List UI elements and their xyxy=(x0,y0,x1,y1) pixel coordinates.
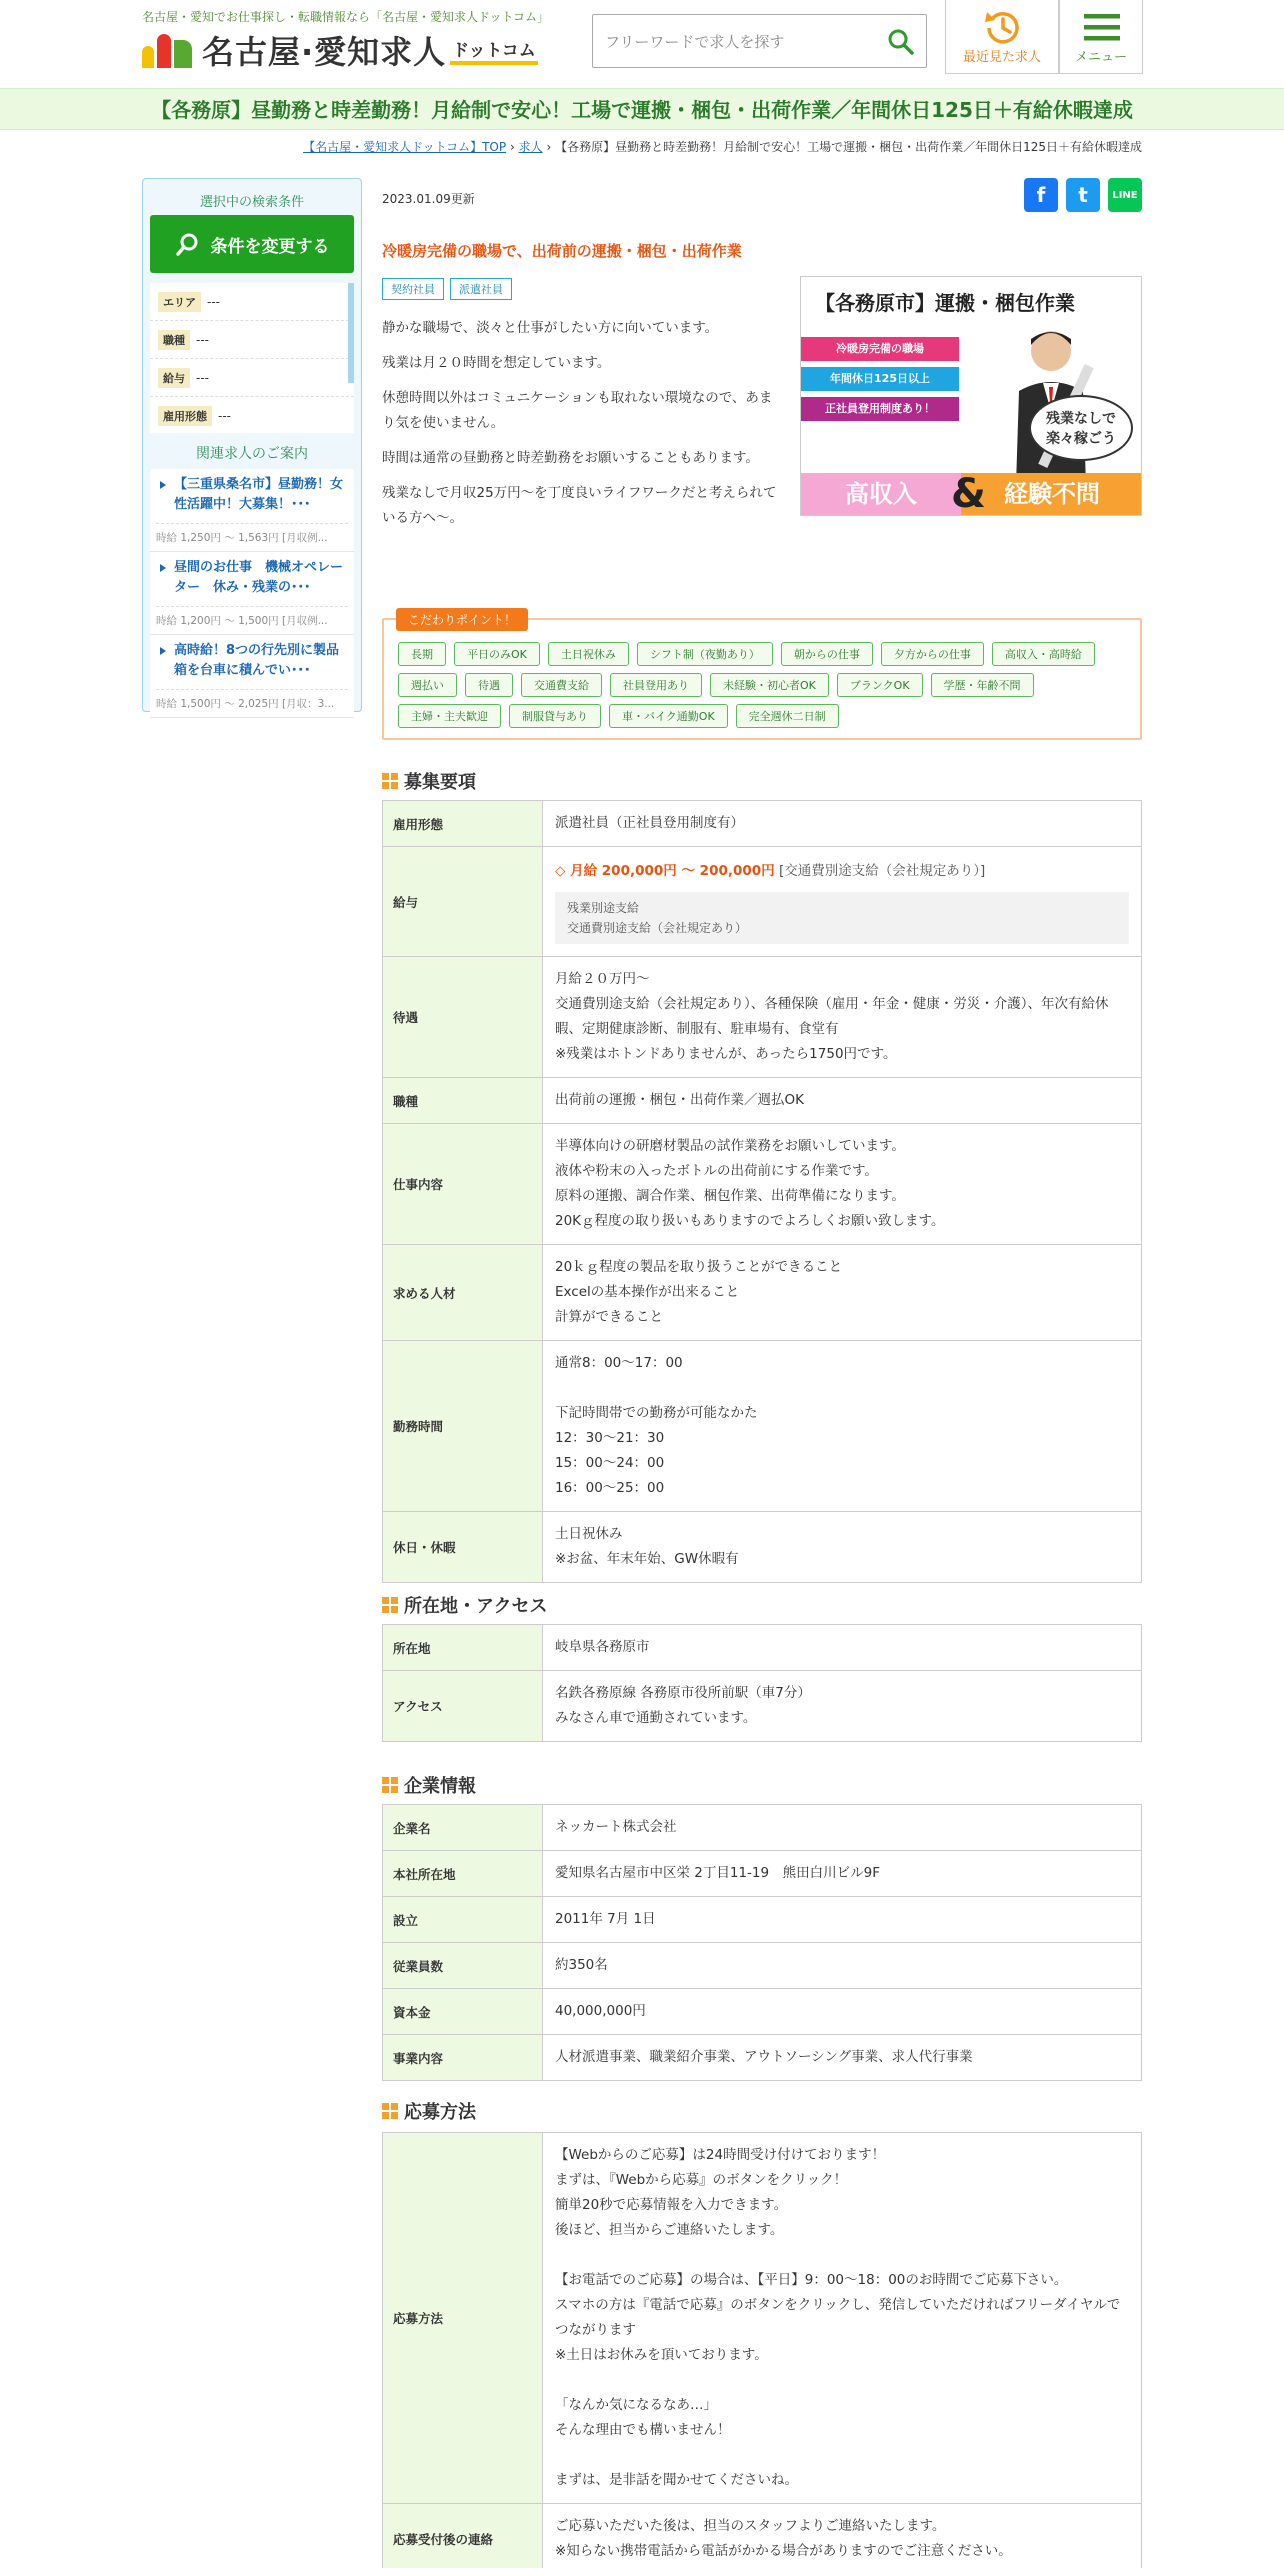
hamburger-icon xyxy=(1082,12,1122,46)
row-label: 勤務時間 xyxy=(383,1341,543,1512)
section-bullet-icon xyxy=(382,1777,398,1793)
history-clock-icon xyxy=(981,6,1025,50)
section-heading-recruit xyxy=(382,768,476,794)
feature-tags xyxy=(398,642,1134,728)
row-label: 待遇 xyxy=(383,957,543,1078)
search-button[interactable] xyxy=(884,25,918,59)
job-catchphrase: 冷暖房完備の職場で、出荷前の運搬・梱包・出荷作業 xyxy=(382,242,742,260)
row-value: 人材派遣事業、職業紹介事業、アウトソーシング事業、求人代行事業 xyxy=(543,2035,1142,2081)
condition-value: --- xyxy=(196,332,209,347)
row-value: 派遣社員（正社員登用制度有） xyxy=(543,801,1142,847)
feature-tag[interactable]: 交通費支給 xyxy=(521,673,602,697)
condition-value: --- xyxy=(218,408,231,423)
salary-note: 残業別途支給 交通費別途支給（会社規定あり） xyxy=(555,892,1129,944)
table-row xyxy=(383,2133,1142,2504)
condition-value: --- xyxy=(207,294,220,309)
company-table xyxy=(382,1804,1142,2081)
row-value: 月給２０万円～ 交通費別途支給（会社規定あり）、各種保険（雇用・年金・健康・労災・介護）、年次有給休暇、定期健康診断、制服有、駐車場有、食堂有 ※残業はホトンドありませんが、あったら1750円です。 xyxy=(543,957,1142,1078)
table-row xyxy=(383,1341,1142,1512)
row-value: 20ｋｇ程度の製品を取り扱うことができること Excelの基本操作が出来ること 計算ができること xyxy=(543,1245,1142,1341)
site-header xyxy=(0,0,1284,88)
search-icon xyxy=(884,25,918,59)
page-title-bar xyxy=(0,88,1284,130)
related-job-meta: 時給 1,250円 ～ 1,563円 [月収例... xyxy=(156,523,348,545)
row-label: 応募方法 xyxy=(383,2133,543,2504)
related-job-meta: 時給 1,200円 ～ 1,500円 [月収例... xyxy=(156,606,348,628)
search-box xyxy=(592,14,927,68)
recruit-table xyxy=(382,800,1142,1583)
change-conditions-button[interactable] xyxy=(150,215,354,273)
table-row xyxy=(383,801,1142,847)
feature-tag[interactable]: シフト制（夜勤あり） xyxy=(637,642,773,666)
row-label: 事業内容 xyxy=(383,2035,543,2081)
row-value: 通常8：00～17：00 下記時間帯での勤務が可能なかた 12：30～21：30 15：00～24：00 16：00～25：00 xyxy=(543,1341,1142,1512)
condition-value: --- xyxy=(196,370,209,385)
row-label: 従業員数 xyxy=(383,1943,543,1989)
row-label: 所在地 xyxy=(383,1625,543,1671)
table-row xyxy=(383,1897,1142,1943)
related-job-title[interactable]: 高時給！8つの行先別に製品箱を台車に積んでい･･･ xyxy=(156,641,348,681)
table-row xyxy=(383,1078,1142,1124)
related-job-meta: 時給 1,500円 ～ 2,025円 [月収：3... xyxy=(156,689,348,711)
feature-tag[interactable]: ブランクOK xyxy=(837,673,923,697)
related-job-item[interactable] xyxy=(150,469,354,552)
row-label: 休日・休暇 xyxy=(383,1512,543,1583)
line-share-icon[interactable]: LINE xyxy=(1108,178,1142,212)
row-value: 土日祝休み ※お盆、年末年始、GW休暇有 xyxy=(543,1512,1142,1583)
feature-tag[interactable]: 学歴・年齢不問 xyxy=(931,673,1034,697)
table-row xyxy=(383,957,1142,1078)
feature-points-label: こだわりポイント！ xyxy=(396,608,528,631)
breadcrumb xyxy=(303,138,1142,155)
employment-badge: 契約社員 xyxy=(382,278,444,300)
apply-table xyxy=(382,2132,1142,2568)
row-label: 応募受付後の連絡 xyxy=(383,2504,543,2568)
banner-title: 【各務原市】運搬・梱包作業 xyxy=(815,291,1075,315)
table-row xyxy=(383,1989,1142,2035)
row-value: ネッカート株式会社 xyxy=(543,1805,1142,1851)
row-value: 2011年 7月 1日 xyxy=(543,1897,1142,1943)
related-job-title[interactable]: 【三重県桑名市】昼勤務！女性活躍中！大募集！･･･ xyxy=(156,475,348,515)
feature-tag[interactable]: 社員登用あり xyxy=(610,673,702,697)
conditions-scrollbar[interactable] xyxy=(348,283,354,383)
employment-badge: 派遣社員 xyxy=(450,278,512,300)
intro-paragraph: 残業なしで月収25万円～を丁度良いライフワークだと考えられている方へ～。 xyxy=(382,485,777,526)
feature-tag[interactable]: 主婦・主夫歓迎 xyxy=(398,704,501,728)
breadcrumb-separator: › xyxy=(509,140,515,154)
employment-badges xyxy=(382,278,512,300)
row-value: 愛知県名古屋市中区栄 2丁目11-19 熊田白川ビル9F xyxy=(543,1851,1142,1897)
search-input[interactable] xyxy=(605,27,875,57)
related-job-item[interactable] xyxy=(150,552,354,635)
site-tagline: 名古屋・愛知でお仕事探し・転職情報なら「名古屋・愛知求人ドットコム」 xyxy=(142,10,550,24)
row-value: 半導体向けの研磨材製品の試作業務をお願いしています。 液体や粉末の入ったボトルの出荷前にする作業です。 原料の運搬、調合作業、梱包作業、出荷準備になります。 20Kｇ程度の取り扱いもありますのでよろしくお願い致します。 xyxy=(543,1124,1142,1245)
related-jobs-heading: 関連求人のご案内 xyxy=(196,446,308,462)
row-label: 仕事内容 xyxy=(383,1124,543,1245)
table-row xyxy=(383,847,1142,957)
row-label: アクセス xyxy=(383,1671,543,1742)
feature-tag[interactable]: 完全週休二日制 xyxy=(736,704,839,728)
salary-transport: [交通費別途支給（会社規定あり）] xyxy=(778,863,986,879)
row-label: 求める人材 xyxy=(383,1245,543,1341)
feature-tag[interactable]: 車・バイク通勤OK xyxy=(609,704,728,728)
table-row xyxy=(383,1625,1142,1671)
condition-area[interactable] xyxy=(150,283,354,321)
row-label: 資本金 xyxy=(383,1989,543,2035)
row-value: 出荷前の運搬・梱包・出荷作業／週払OK xyxy=(543,1078,1142,1124)
search-icon xyxy=(175,231,201,257)
banner-ampersand: & xyxy=(951,471,986,516)
facebook-share-icon[interactable]: f xyxy=(1024,178,1058,212)
sidebar xyxy=(142,178,362,712)
salary-range: ◇ 月給 200,000円 ～ 200,000円 xyxy=(555,863,775,879)
row-value: 約350名 xyxy=(543,1943,1142,1989)
breadcrumb-separator: › xyxy=(546,140,552,154)
logo-text: 名古屋·愛知求人 xyxy=(202,33,447,71)
salary-cell xyxy=(543,847,1142,957)
row-value: 40,000,000円 xyxy=(543,1989,1142,2035)
condition-salary[interactable] xyxy=(150,359,354,397)
feature-tag[interactable]: 土日祝休み xyxy=(548,642,629,666)
table-row xyxy=(383,2035,1142,2081)
section-bullet-icon xyxy=(382,1597,398,1613)
feature-tag[interactable]: 平日のみOK xyxy=(454,642,540,666)
section-heading-company xyxy=(382,1772,476,1798)
condition-tag: 職種 xyxy=(158,330,190,350)
updated-date: 2023.01.09更新 xyxy=(382,192,475,206)
condition-tag: 給与 xyxy=(158,368,190,388)
row-value: 【Webからのご応募】は24時間受け付けております！ まずは、『Webから応募』のボタンをクリック！ 簡単20秒で応募情報を入力できます。 後ほど、担当からご連絡いたします。 【お電話でのご応募】の場合は、【平日】9：00～18：00のお時間でご応募下さい。 スマホの方は『電話で応募』のボタンをクリックし、発信していただければフリーダイヤルでつながります ※土日はお休みを頂いております。 「なんか気になるなあ…」 そんな理由でも構いません！ まずは、是非話を聞かせてくださいね。 xyxy=(543,2133,1142,2504)
condition-employment[interactable] xyxy=(150,397,354,433)
banner-high-income: 高収入 xyxy=(801,473,961,515)
intro-paragraph: 残業は月２０時間を想定しています。 xyxy=(382,355,611,371)
intro-paragraph: 休憩時間以外はコミュニケーションも取れない環境なので、あまり気を使いません。 xyxy=(382,390,773,431)
share-buttons xyxy=(1024,178,1142,212)
table-row xyxy=(383,1851,1142,1897)
section-title: 応募方法 xyxy=(404,2102,476,2123)
breadcrumb-current: 【各務原】昼勤務と時差勤務！月給制で安心！工場で運搬・梱包・出荷作業／年間休日125日＋有給休暇達成 xyxy=(555,140,1142,154)
logo-mark-icon xyxy=(142,32,192,68)
condition-job-type[interactable] xyxy=(150,321,354,359)
section-title: 募集要項 xyxy=(404,772,476,793)
table-row xyxy=(383,1943,1142,1989)
row-value: ご応募いただいた後は、担当のスタッフよりご連絡いたします。 ※知らない携帯電話から電話がかかる場合がありますのでご注意ください。 xyxy=(543,2504,1142,2568)
feature-points-box xyxy=(382,613,1142,740)
section-bullet-icon xyxy=(382,2103,398,2119)
menu-button[interactable] xyxy=(1059,0,1143,74)
row-label: 本社所在地 xyxy=(383,1851,543,1897)
conditions-list[interactable] xyxy=(150,283,354,433)
feature-tag[interactable]: 待遇 xyxy=(465,673,513,697)
related-job-title[interactable]: 昼間のお仕事 機械オペレーター 休み・残業の･･･ xyxy=(156,558,348,598)
location-table xyxy=(382,1624,1142,1742)
breadcrumb-jobs-link[interactable]: 求人 xyxy=(518,140,543,154)
page-title: 【各務原】昼勤務と時差勤務！月給制で安心！工場で運搬・梱包・出荷作業／年間休日125日＋有給休暇達成 xyxy=(151,98,1133,122)
feature-tag[interactable]: 朝からの仕事 xyxy=(781,642,873,666)
logo-dotcom: ドットコム xyxy=(450,36,538,65)
row-label: 設立 xyxy=(383,1897,543,1943)
feature-tag[interactable]: 高収入・高時給 xyxy=(992,642,1095,666)
breadcrumb-top-link[interactable]: 【名古屋・愛知求人ドットコム】TOP xyxy=(303,140,507,154)
table-row xyxy=(383,1512,1142,1583)
feature-tag[interactable]: 週払い xyxy=(398,673,457,697)
related-job-item[interactable] xyxy=(150,635,354,718)
section-heading-apply xyxy=(382,2098,476,2124)
feature-tag[interactable]: 未経験・初心者OK xyxy=(710,673,829,697)
related-jobs-list xyxy=(150,469,354,718)
intro-paragraph: 静かな職場で、淡々と仕事がしたい方に向いています。 xyxy=(382,320,719,336)
condition-tag: エリア xyxy=(158,292,201,312)
banner-speech-bubble: 残業なしで 楽々稼ごう xyxy=(1029,395,1133,461)
row-label: 職種 xyxy=(383,1078,543,1124)
site-logo[interactable] xyxy=(142,30,538,70)
change-conditions-label: 条件を変更する xyxy=(210,236,330,257)
banner-tag: 年間休日125日以上 xyxy=(801,367,959,391)
section-title: 所在地・アクセス xyxy=(404,1596,548,1617)
table-row xyxy=(383,1245,1142,1341)
section-bullet-icon xyxy=(382,773,398,789)
row-label: 雇用形態 xyxy=(383,801,543,847)
feature-tag[interactable]: 長期 xyxy=(398,642,446,666)
table-row xyxy=(383,1671,1142,1742)
banner-tag: 正社員登用制度あり！ xyxy=(801,397,959,421)
table-row xyxy=(383,2504,1142,2568)
menu-label: メニュー xyxy=(1074,50,1127,65)
table-row xyxy=(383,1124,1142,1245)
intro-paragraph: 時間は通常の昼勤務と時差勤務をお願いすることもあります。 xyxy=(382,450,759,466)
recent-jobs-label: 最近見た求人 xyxy=(962,50,1041,65)
job-banner-image xyxy=(800,276,1142,516)
banner-tag: 冷暖房完備の職場 xyxy=(801,337,959,361)
feature-tag[interactable]: 制服貸与あり xyxy=(509,704,601,728)
row-value: 名鉄各務原線 各務原市役所前駅（車7分） みなさん車で通勤されています。 xyxy=(543,1671,1142,1742)
row-label: 給与 xyxy=(383,847,543,957)
table-row xyxy=(383,1805,1142,1851)
section-heading-location xyxy=(382,1592,547,1618)
banner-no-experience: 経験不問 xyxy=(961,473,1142,515)
condition-tag: 雇用形態 xyxy=(158,406,212,426)
recent-jobs-button[interactable] xyxy=(945,0,1059,74)
job-intro xyxy=(382,316,777,541)
row-label: 企業名 xyxy=(383,1805,543,1851)
row-value: 岐阜県各務原市 xyxy=(543,1625,1142,1671)
feature-tag[interactable]: 夕方からの仕事 xyxy=(881,642,984,666)
sidebar-conditions-heading: 選択中の検索条件 xyxy=(199,195,304,210)
section-title: 企業情報 xyxy=(404,1776,476,1797)
twitter-share-icon[interactable]: t xyxy=(1066,178,1100,212)
